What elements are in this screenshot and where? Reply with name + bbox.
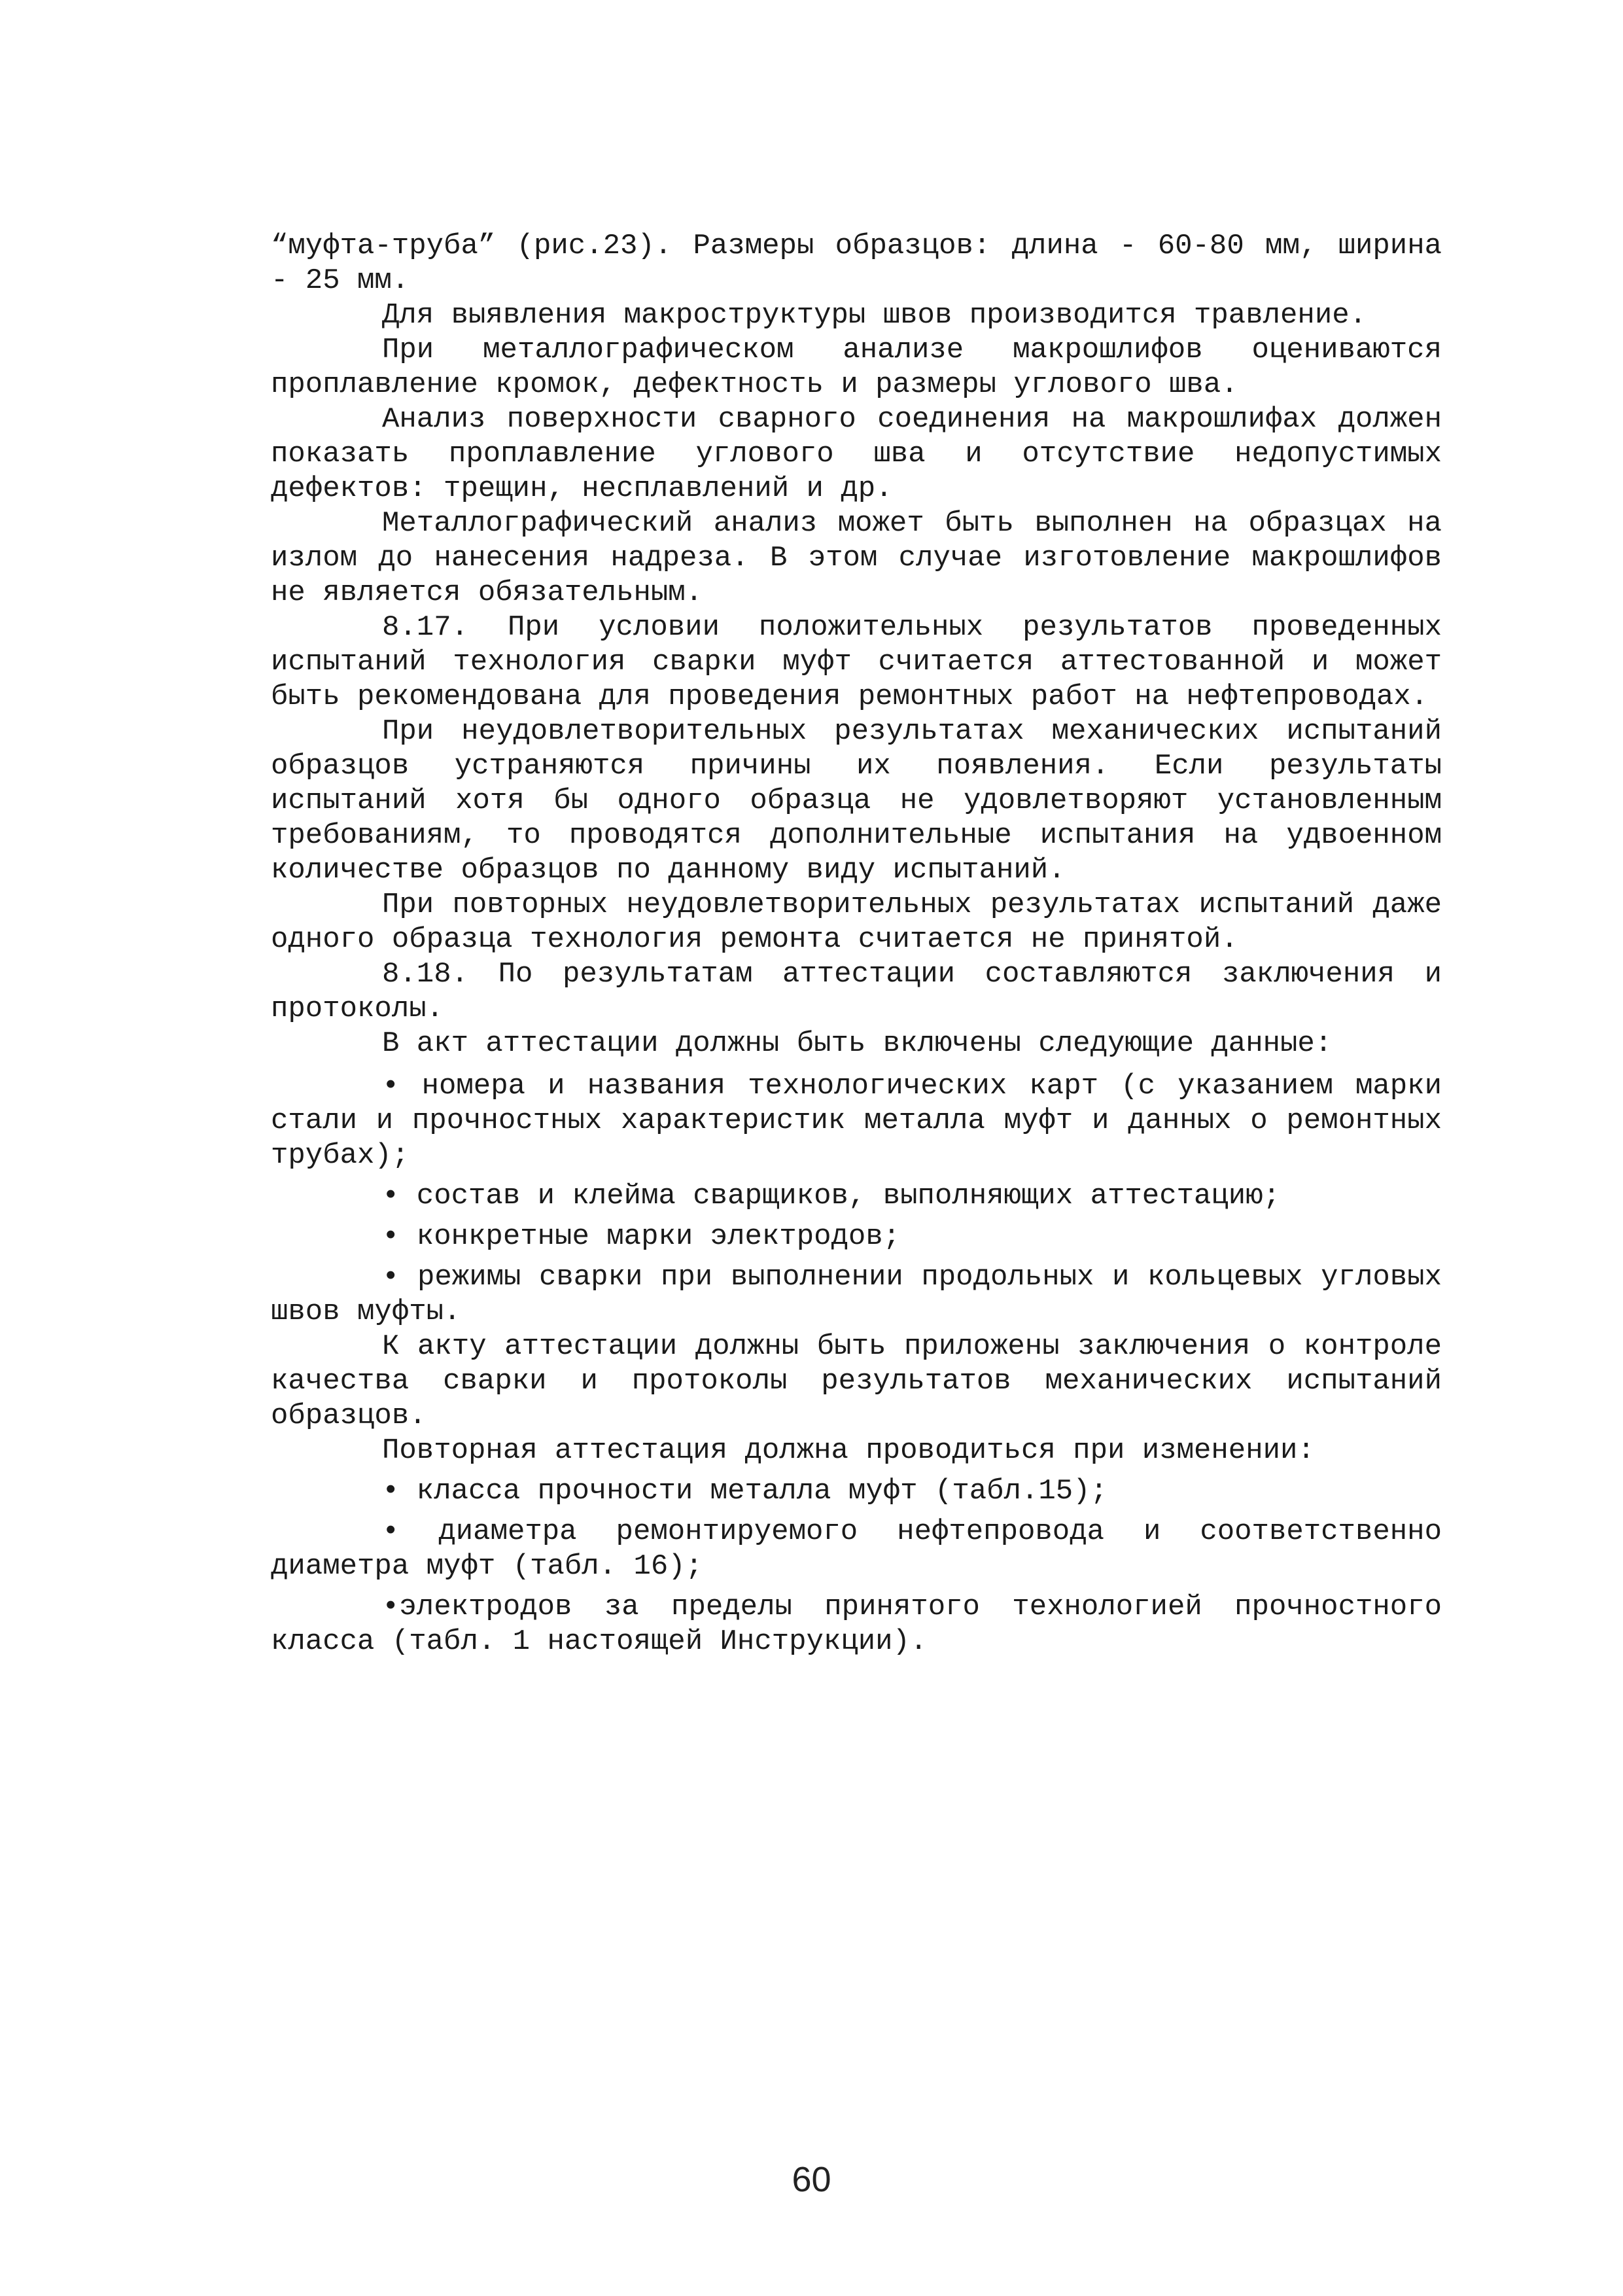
paragraph: Повторная аттестация должна проводиться при изменении: (382, 1434, 1315, 1467)
paragraph: Анализ поверхности сварного соединения на макрошлифах должен показать проплавление углового шва и отсутствие недопустимых дефектов: трещин, несплавлений и др. (271, 403, 1442, 505)
page-number: 60 (792, 2160, 831, 2199)
list-item: • состав и клейма сварщиков, выполняющих аттестацию; (382, 1180, 1281, 1212)
list-item: • режимы сварки при выполнении продольных и кольцевых угловых швов муфты. (271, 1261, 1442, 1328)
paragraph-8-17: 8.17. При условии положительных результатов проведенных испытаний технология сварки муфт считается аттестованной и может быть рекомендована для проведения ремонтных работ на нефтепроводах. (271, 611, 1442, 713)
paragraph: Металлографический анализ может быть выполнен на образцах на излом до нанесения надреза. В этом случае изготовление макрошлифов не является обязательным. (271, 507, 1442, 609)
list-item: • номера и названия технологических карт (с указанием марки стали и прочностных характеристик металла муфт и данных о ремонтных трубах); (271, 1070, 1442, 1172)
list-item: • конкретные марки электродов; (382, 1220, 901, 1253)
paragraph: “муфта-труба” (рис.23). Размеры образцов: длина - 60-80 мм, ширина - 25 мм. (271, 230, 1442, 297)
list-item: • диаметра ремонтируемого нефтепровода и соответственно диаметра муфт (табл. 16); (271, 1515, 1442, 1583)
list-item: •электродов за пределы принятого технологией прочностного класса (табл. 1 настоящей Инструкции). (271, 1591, 1442, 1658)
paragraph: При металлографическом анализе макрошлифов оцениваются проплавление кромок, дефектность и размеры углового шва. (271, 334, 1442, 401)
paragraph-8-18: 8.18. По результатам аттестации составляются заключения и протоколы. (271, 958, 1442, 1025)
paragraph: При неудовлетворительных результатах механических испытаний образцов устраняются причины их появления. Если результаты испытаний хотя бы одного образца не удовлетворяют установленным требованиям, то проводятся дополнительные испытания на удвоенном количестве образцов по данному виду испытаний. (271, 715, 1442, 887)
paragraph: К акту аттестации должны быть приложены заключения о контроле качества сварки и протоколы результатов механических испытаний образцов. (271, 1330, 1442, 1432)
body-text (271, 229, 1442, 1659)
paragraph: При повторных неудовлетворительных результатах испытаний даже одного образца технология ремонта считается не принятой. (271, 889, 1442, 956)
list-item: • класса прочности металла муфт (табл.15); (382, 1475, 1108, 1508)
paragraph: Для выявления макроструктуры швов производится травление. (382, 299, 1367, 332)
paragraph: В акт аттестации должны быть включены следующие данные: (382, 1027, 1333, 1060)
